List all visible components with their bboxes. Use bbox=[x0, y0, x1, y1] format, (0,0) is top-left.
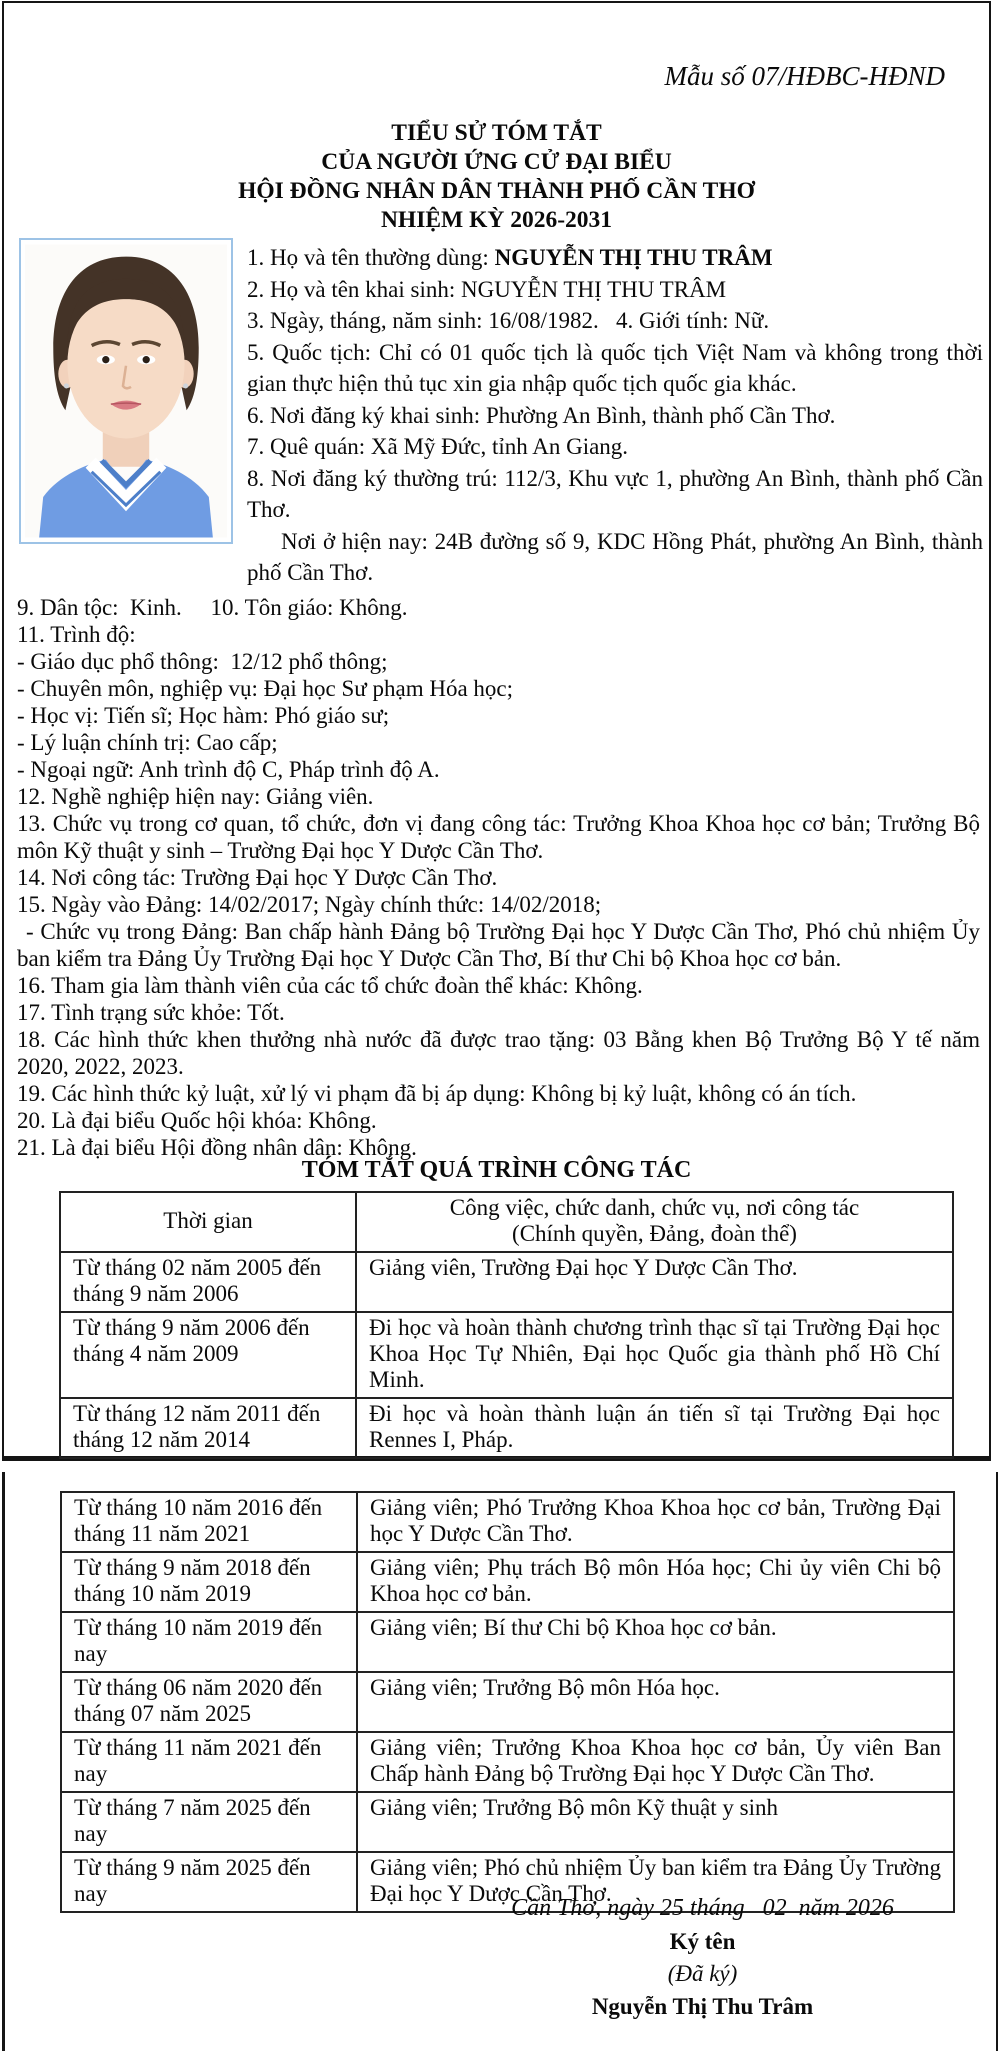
table-cell-work: Giảng viên; Trưởng Khoa Khoa học cơ bản, Ủy viên Ban Chấp hành Đảng bộ Trường Đại học Y Dược Cần Thơ. bbox=[357, 1732, 954, 1792]
table-cell-time: Từ tháng 11 năm 2021 đến nay bbox=[61, 1732, 357, 1792]
signature-signed-note: (Đã ký) bbox=[667, 1961, 738, 1986]
table-cell-work: Giảng viên; Phụ trách Bộ môn Hóa học; Chi ủy viên Chi bộ Khoa học cơ bản. bbox=[357, 1552, 954, 1612]
item-occupation: 12. Nghề nghiệp hiện nay: Giảng viên. bbox=[17, 784, 374, 809]
item-nationality: 5. Quốc tịch: Chỉ có 01 quốc tịch là quốc tịch Việt Nam và không trong thời gian thực hiện thủ tục xin gia nhập quốc tịch quốc gia khác. bbox=[247, 339, 983, 396]
table-cell-time: Từ tháng 9 năm 2018 đến tháng 10 năm 2019 bbox=[61, 1552, 357, 1612]
career-section-title: TÓM TẮT QUÁ TRÌNH CÔNG TÁC bbox=[301, 1157, 692, 1183]
table-cell-work: Giảng viên, Trường Đại học Y Dược Cần Thơ. bbox=[356, 1252, 953, 1312]
career-table-page-1 bbox=[59, 1191, 954, 1459]
table-row bbox=[60, 1398, 953, 1458]
table-cell-work: Đi học và hoàn thành chương trình thạc sĩ tại Trường Đại học Khoa Học Tự Nhiên, Đại học Quốc gia thành phố Hồ Chí Minh. bbox=[356, 1312, 953, 1398]
page-1 bbox=[2, 1, 991, 1461]
candidate-photo bbox=[19, 238, 233, 544]
table-cell-work: Đi học và hoàn thành luận án tiến sĩ tại Trường Đại học Rennes I, Pháp. bbox=[356, 1398, 953, 1458]
signature-signer-name: Nguyễn Thị Thu Trâm bbox=[591, 1994, 814, 2019]
personal-info-items-full-width bbox=[17, 594, 980, 1161]
item-education-language: - Ngoại ngữ: Anh trình độ C, Pháp trình độ A. bbox=[17, 757, 440, 782]
item-birth-name: 2. Họ và tên khai sinh: NGUYỄN THỊ THU TRÂM bbox=[247, 276, 727, 302]
item-education-heading: 11. Trình độ: bbox=[17, 622, 136, 647]
item-education-politics: - Lý luận chính trị: Cao cấp; bbox=[17, 730, 278, 755]
table-row bbox=[60, 1252, 953, 1312]
item-education-degree: - Học vị: Tiến sĩ; Học hàm: Phó giáo sư; bbox=[17, 703, 390, 728]
item-education-professional: - Chuyên môn, nghiệp vụ: Đại học Sư phạm Hóa học; bbox=[17, 676, 514, 701]
page-2 bbox=[2, 1472, 998, 2051]
item-current-address: Nơi ở hiện nay: 24B đường số 9, KDC Hồng Phát, phường An Bình, thành phố Cần Thơ. bbox=[247, 528, 983, 585]
table-cell-time: Từ tháng 9 năm 2006 đến tháng 4 năm 2009 bbox=[60, 1312, 356, 1398]
signature-sign-label: Ký tên bbox=[669, 1929, 736, 1954]
item-education-general: - Giáo dục phổ thông: 12/12 phổ thông; bbox=[17, 649, 388, 674]
item-party-dates: 15. Ngày vào Đảng: 14/02/2017; Ngày chính thức: 14/02/2018; bbox=[17, 892, 602, 917]
title-line-3: HỘI ĐỒNG NHÂN DÂN THÀNH PHỐ CẦN THƠ bbox=[238, 178, 755, 204]
item-health: 17. Tình trạng sức khỏe: Tốt. bbox=[17, 1000, 285, 1025]
item-common-name-label: 1. Họ và tên thường dùng: bbox=[247, 245, 495, 270]
table-row bbox=[61, 1552, 954, 1612]
item-party-role: - Chức vụ trong Đảng: Ban chấp hành Đảng bộ Trường Đại học Y Dược Cần Thơ, Phó chủ nhiệm Ủy ban kiểm tra Đảng Ủy Trường Đại học Y Dược Cần Thơ, Bí thư Chi bộ Khoa học cơ bản. bbox=[17, 919, 980, 971]
item-common-name-value: NGUYỄN THỊ THU TRÂM bbox=[494, 245, 773, 270]
table-cell-work: Giảng viên; Trưởng Bộ môn Kỹ thuật y sinh bbox=[357, 1792, 954, 1852]
table-row bbox=[61, 1492, 954, 1552]
item-common-name bbox=[247, 242, 983, 274]
signature-block bbox=[420, 1892, 985, 2023]
personal-info-items bbox=[247, 242, 983, 589]
item-workplace: 14. Nơi công tác: Trường Đại học Y Dược Cần Thơ. bbox=[17, 865, 498, 890]
item-awards: 18. Các hình thức khen thưởng nhà nước đã được trao tặng: 03 Bằng khen Bộ Trưởng Bộ Y tế năm 2020, 2022, 2023. bbox=[17, 1027, 980, 1079]
header-cell-work bbox=[356, 1192, 953, 1252]
table-cell-time: Từ tháng 10 năm 2016 đến tháng 11 năm 2021 bbox=[61, 1492, 357, 1552]
title-line-1: TIỂU SỬ TÓM TẮT bbox=[391, 120, 602, 146]
title-line-4: NHIỆM KỲ 2026-2031 bbox=[380, 207, 613, 233]
header-work-line-1: Công việc, chức danh, chức vụ, nơi công tác bbox=[449, 1195, 860, 1220]
document-title bbox=[4, 119, 989, 235]
table-cell-time: Từ tháng 7 năm 2025 đến nay bbox=[61, 1792, 357, 1852]
item-ethnicity-religion: 9. Dân tộc: Kinh. 10. Tôn giáo: Không. bbox=[17, 595, 408, 620]
item-position: 13. Chức vụ trong cơ quan, tổ chức, đơn vị đang công tác: Trưởng Khoa Khoa học cơ bản; Trưởng Bộ môn Kỹ thuật y sinh – Trường Đại học Y Dược Cần Thơ. bbox=[17, 811, 980, 863]
table-cell-time: Từ tháng 06 năm 2020 đến tháng 07 năm 2025 bbox=[61, 1672, 357, 1732]
table-cell-work: Giảng viên; Bí thư Chi bộ Khoa học cơ bản. bbox=[357, 1612, 954, 1672]
header-cell-time: Thời gian bbox=[60, 1192, 356, 1252]
item-organizations: 16. Tham gia làm thành viên của các tổ chức đoàn thể khác: Không. bbox=[17, 973, 643, 998]
table-cell-time: Từ tháng 10 năm 2019 đến nay bbox=[61, 1612, 357, 1672]
table-cell-work: Giảng viên; Trưởng Bộ môn Hóa học. bbox=[357, 1672, 954, 1732]
item-national-assembly: 20. Là đại biểu Quốc hội khóa: Không. bbox=[17, 1108, 377, 1133]
item-dob-gender: 3. Ngày, tháng, năm sinh: 16/08/1982. 4. Giới tính: Nữ. bbox=[247, 308, 770, 333]
career-table-page-2 bbox=[60, 1491, 955, 1913]
signature-place-date: Cần Thơ, ngày 25 tháng 02 năm 2026 bbox=[511, 1895, 894, 1921]
form-number: Mẫu số 07/HĐBC-HĐND bbox=[664, 61, 945, 91]
career-table-header-row bbox=[60, 1192, 953, 1252]
table-row bbox=[61, 1612, 954, 1672]
table-row bbox=[61, 1792, 954, 1852]
table-row bbox=[61, 1672, 954, 1732]
item-discipline: 19. Các hình thức kỷ luật, xử lý vi phạm đã bị áp dụng: Không bị kỷ luật, không có án tích. bbox=[17, 1081, 857, 1106]
table-cell-time: Từ tháng 02 năm 2005 đến tháng 9 năm 2006 bbox=[60, 1252, 356, 1312]
item-permanent-address: 8. Nơi đăng ký thường trú: 112/3, Khu vực 1, phường An Bình, thành phố Cần Thơ. bbox=[247, 465, 983, 522]
table-cell-time: Từ tháng 9 năm 2025 đến nay bbox=[61, 1852, 357, 1912]
table-cell-work: Giảng viên; Phó chủ nhiệm Ủy ban kiểm tra Đảng Ủy Trường Đại học Y Dược Cần Thơ. bbox=[357, 1852, 954, 1912]
table-row bbox=[61, 1732, 954, 1792]
table-cell-work: Giảng viên; Phó Trưởng Khoa Khoa học cơ bản, Trường Đại học Y Dược Cần Thơ. bbox=[357, 1492, 954, 1552]
portrait-illustration bbox=[25, 244, 227, 538]
item-hometown: 7. Quê quán: Xã Mỹ Đức, tỉnh An Giang. bbox=[247, 434, 629, 459]
item-birth-place: 6. Nơi đăng ký khai sinh: Phường An Bình, thành phố Cần Thơ. bbox=[247, 402, 836, 428]
title-line-2: CỦA NGƯỜI ỨNG CỬ ĐẠI BIỂU bbox=[321, 149, 672, 175]
table-row bbox=[60, 1312, 953, 1398]
table-cell-time: Từ tháng 12 năm 2011 đến tháng 12 năm 2014 bbox=[60, 1398, 356, 1458]
header-work-line-2: (Chính quyền, Đảng, đoàn thể) bbox=[512, 1221, 797, 1246]
item-peoples-council: 21. Là đại biểu Hội đồng nhân dân: Không. bbox=[17, 1135, 417, 1160]
